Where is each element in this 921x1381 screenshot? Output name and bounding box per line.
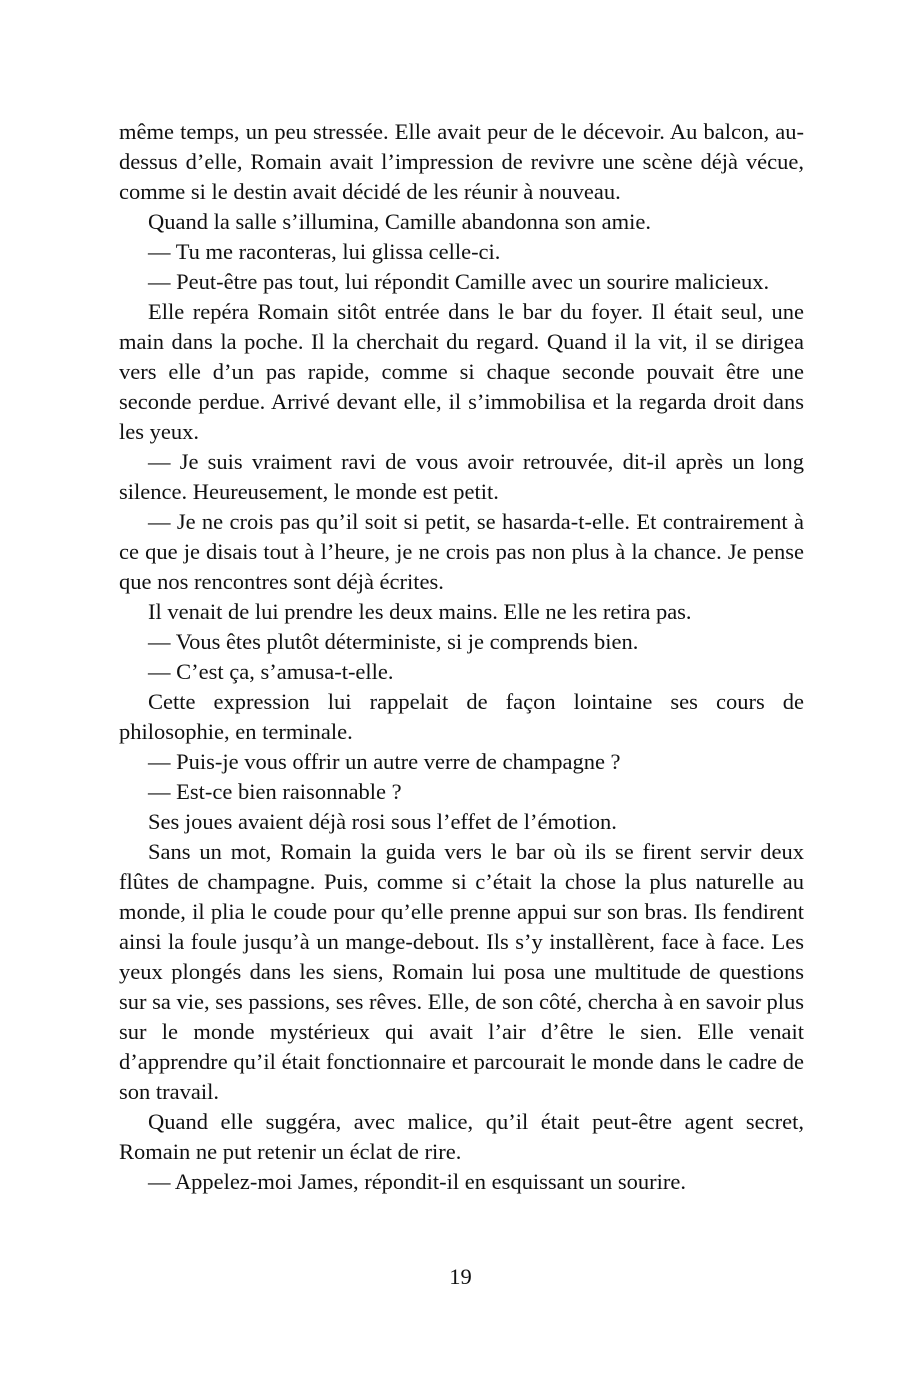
dialogue-line: — Est-ce bien raisonnable ?	[148, 779, 402, 804]
body-text	[119, 117, 804, 1197]
dialogue-line: — Appelez-moi James, répondit-il en esquissant un sourire.	[148, 1169, 687, 1194]
dialogue-line: — Peut-être pas tout, lui répondit Camille avec un sourire malicieux.	[148, 269, 770, 294]
dialogue-line: — Puis-je vous offrir un autre verre de champagne ?	[148, 749, 621, 774]
paragraph: même temps, un peu stressée. Elle avait peur de le décevoir. Au balcon, au-dessus d’elle, Romain avait l’impression de revivre une scène déjà vécue, comme si le destin avait décidé de les réunir à nouveau.	[119, 119, 804, 204]
dialogue-line: — Je suis vraiment ravi de vous avoir retrouvée, dit-il après un long silence. Heureusement, le monde est petit.	[119, 449, 804, 504]
paragraph: Elle repéra Romain sitôt entrée dans le bar du foyer. Il était seul, une main dans la poche. Il la cherchait du regard. Quand il la vit, il se dirigea vers elle d’un pas rapide, comme si chaque seconde pouvait être une seconde perdue. Arrivé devant elle, il s’immobilisa et la regarda droit dans les yeux.	[119, 299, 804, 444]
dialogue-line: — Vous êtes plutôt déterministe, si je comprends bien.	[148, 629, 639, 654]
page-number: 19	[449, 1264, 472, 1289]
paragraph: Il venait de lui prendre les deux mains. Elle ne les retira pas.	[148, 599, 692, 624]
paragraph: Sans un mot, Romain la guida vers le bar où ils se firent servir deux flûtes de champagne. Puis, comme si c’était la chose la plus naturelle au monde, il plia le coude pour qu’elle prenne appui sur son bras. Ils fendirent ainsi la foule jusqu’à un mange-debout. Ils s’y installèrent, face à face. Les yeux plongés dans les siens, Romain lui posa une multitude de questions sur sa vie, ses passions, ses rêves. Elle, de son côté, chercha à en savoir plus sur le monde mystérieux qui avait l’air d’être le sien. Elle venait d’apprendre qu’il était fonctionnaire et parcourait le monde dans le cadre de son travail.	[119, 839, 804, 1104]
paragraph: Ses joues avaient déjà rosi sous l’effet de l’émotion.	[148, 809, 617, 834]
paragraph: Quand elle suggéra, avec malice, qu’il était peut-être agent secret, Romain ne put retenir un éclat de rire.	[119, 1109, 804, 1164]
paragraph: Cette expression lui rappelait de façon lointaine ses cours de philosophie, en terminale.	[119, 689, 804, 744]
dialogue-line: — Je ne crois pas qu’il soit si petit, se hasarda-t-elle. Et contrairement à ce que je disais tout à l’heure, je ne crois pas non plus à la chance. Je pense que nos rencontres sont déjà écrites.	[119, 509, 804, 594]
dialogue-line: — C’est ça, s’amusa-t-elle.	[148, 659, 394, 684]
dialogue-line: — Tu me raconteras, lui glissa celle-ci.	[148, 239, 501, 264]
paragraph: Quand la salle s’illumina, Camille abandonna son amie.	[148, 209, 651, 234]
